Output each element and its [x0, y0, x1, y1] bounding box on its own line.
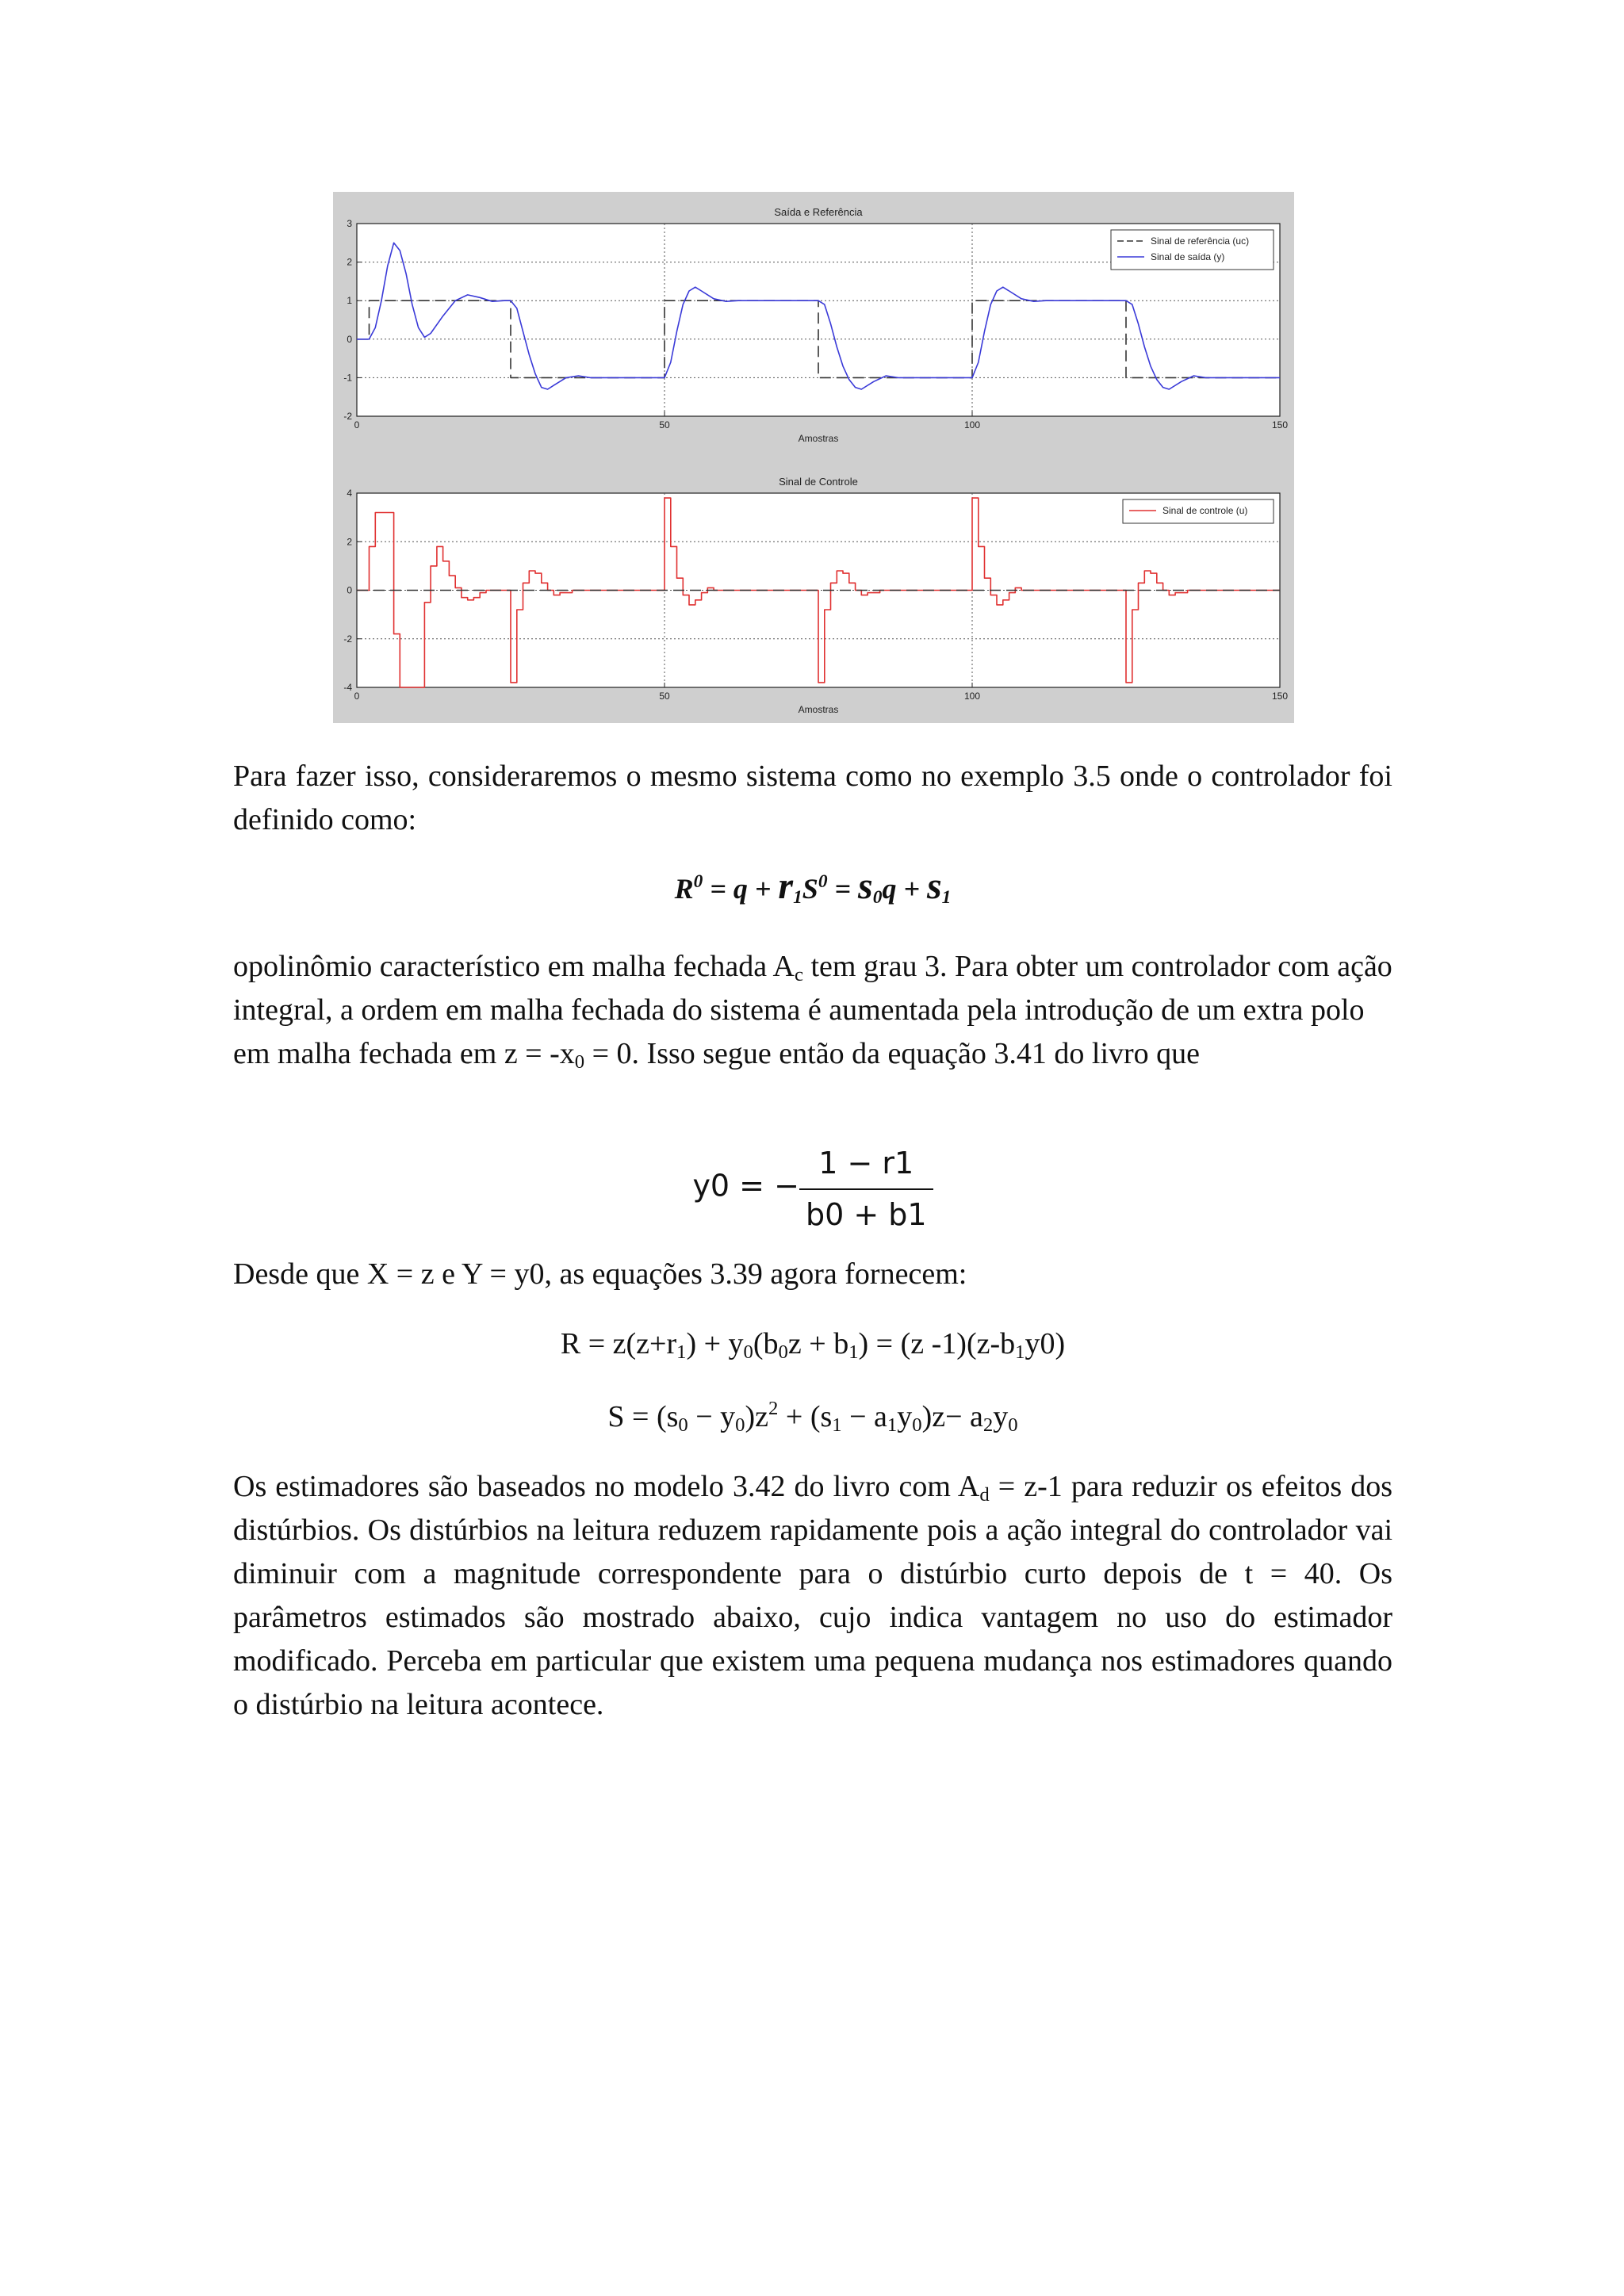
x-tick-label: 100	[963, 419, 981, 430]
y-tick-label: -1	[343, 372, 352, 384]
x-tick-label: 0	[354, 419, 360, 430]
legend-entry: Sinal de referência (uc)	[1151, 235, 1250, 247]
y-tick-label: 0	[347, 333, 352, 345]
y-tick-label: 1	[347, 295, 352, 307]
x-tick-label: 50	[659, 419, 670, 430]
paragraph-equations-339: Desde que X = z e Y = y0, as equações 3.39 agora fornecem:	[233, 1257, 967, 1291]
fraction-numerator: 1 − r1	[799, 1142, 933, 1190]
chart-2	[343, 476, 1288, 715]
y-tick-label: -2	[343, 633, 352, 645]
x-axis-label: Amostras	[798, 704, 839, 715]
chart-title: Sinal de Controle	[779, 476, 858, 488]
x-tick-label: 100	[963, 691, 981, 702]
x-tick-label: 50	[659, 691, 670, 702]
x-axis-label: Amostras	[798, 433, 839, 444]
figure-canvas	[333, 192, 1294, 723]
legend-entry: Sinal de saída (y)	[1151, 251, 1225, 262]
y-tick-label: 2	[347, 536, 352, 548]
equation-controller: $R^0 = q + r_1S^0 = s_0q + s_1$	[674, 865, 952, 908]
chart-1	[343, 206, 1288, 444]
y-tick-label: 4	[347, 488, 352, 499]
fraction-denominator: b0 + b1	[805, 1197, 927, 1232]
equation-y0	[233, 1142, 1392, 1237]
legend-entry: Sinal de controle (u)	[1162, 505, 1248, 516]
x-tick-label: 0	[354, 691, 360, 702]
y-tick-label: 2	[347, 256, 352, 268]
y-tick-label: -4	[343, 682, 352, 693]
equation-R: $R = z(z+r_1) + y_0(b_0z + b_1) = (z$ $-1)(z-b_1y0)$	[560, 1327, 1066, 1364]
equation-y0-lhs: y0 = −	[692, 1168, 799, 1203]
x-tick-label: 150	[1271, 691, 1289, 702]
fraction	[799, 1142, 933, 1237]
matlab-figure	[333, 192, 1294, 723]
legend	[1111, 230, 1274, 270]
paragraph-characteristic-polynomial: opolinômio característico em malha fechada $A_c$ tem grau 3. Para obter um controlador com ação integral, a ordem em malha fechada do sistema é aumentada pela introdução de um extra polo em malha fechada em $z = -x_0 = 0$. Isso segue então da equação 3.41 do livro que	[233, 950, 1392, 1073]
paragraph-intro: Para fazer isso, consideraremos o mesmo sistema como no exemplo 3.5 onde o controlador foi definido como:	[233, 760, 1392, 836]
chart-title: Saída e Referência	[774, 206, 863, 218]
legend	[1123, 499, 1274, 523]
x-tick-label: 150	[1271, 419, 1289, 430]
y-tick-label: 3	[347, 218, 352, 229]
paragraph-estimators: Os estimadores são baseados no modelo 3.42 do livro com $A_d = z-1$ para reduzir os efeitos dos distúrbios. Os distúrbios na leitura reduzem rapidamente pois a ação integral do controlador vai diminuir com a magnitude correspondente para o distúrbio curto depois de t = 40. Os parâmetros estimados são mostrado abaixo, cujo indica vantagem no uso do estimador modificado. Perceba em particular que existem uma pequena mudança nos estimadores quando o distúrbio na leitura acontece.	[233, 1470, 1392, 1721]
equation-S: $S = (s_0 - y_0)z^2 + (s_1 - a_1y_0)z- a_2y_0$	[607, 1398, 1018, 1437]
y-tick-label: 0	[347, 584, 352, 596]
y-tick-label: -2	[343, 411, 352, 422]
